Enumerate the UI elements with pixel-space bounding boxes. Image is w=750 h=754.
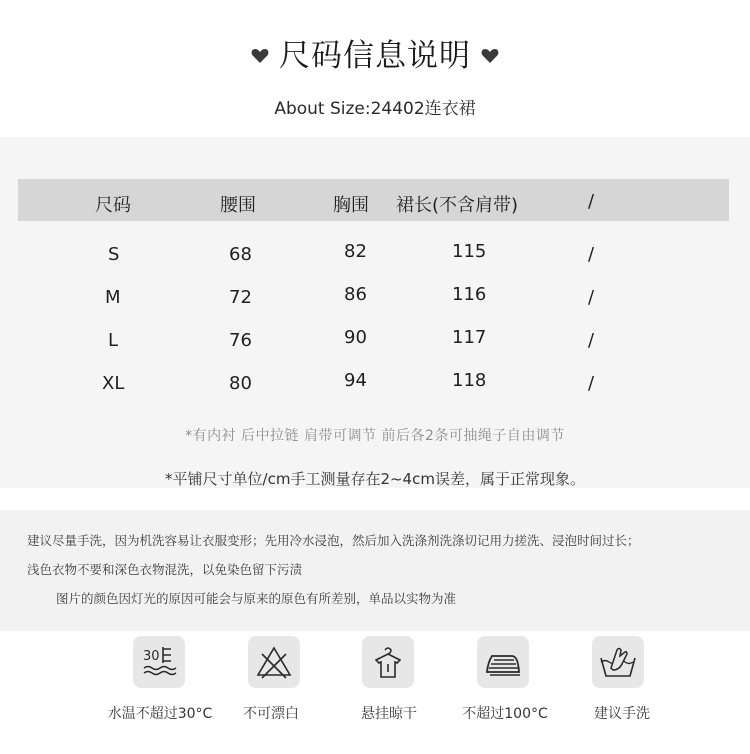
hand-wash-icon xyxy=(592,636,644,688)
cell-waist: 80 xyxy=(229,373,252,394)
no-bleach-icon xyxy=(248,636,300,688)
hang-dry-icon xyxy=(362,636,414,688)
cell-extra: / xyxy=(588,330,595,351)
features-note: *有内衬 后中拉链 肩带可调节 前后各2条可抽绳子自由调节 xyxy=(185,428,565,444)
heart-icon xyxy=(251,48,269,64)
header xyxy=(0,0,750,137)
measure-note: *平铺尺寸单位/cm手工测量存在2~4cm误差，属于正常现象。 xyxy=(165,470,585,488)
cell-bust: 86 xyxy=(344,284,367,305)
iron-icon xyxy=(477,636,529,688)
cell-extra: / xyxy=(588,373,595,394)
cell-size: M xyxy=(105,287,121,308)
title-text: 尺码信息说明 xyxy=(279,38,471,74)
page-subtitle: About Size:24402连衣裙 xyxy=(274,99,476,119)
care-label: 水温不超过30°C xyxy=(107,706,213,722)
cell-waist: 68 xyxy=(229,244,252,265)
header-waist: 腰围 xyxy=(220,195,256,216)
color-disclaimer: 图片的颜色因灯光的原因可能会与原来的原色有所差别，单品以实物为准 xyxy=(56,591,457,606)
cell-waist: 76 xyxy=(229,330,252,351)
cell-length: 115 xyxy=(452,241,487,262)
water-temp-30-icon-graphic xyxy=(138,641,180,683)
header-length: 裙长(不含肩带) xyxy=(396,195,519,216)
care-label: 不可漂白 xyxy=(243,706,299,722)
care-text-line: 浅色衣物不要和深色衣物混洗，以免染色留下污渍 xyxy=(27,562,303,577)
cell-length: 117 xyxy=(452,327,487,348)
water-temp-30-icon xyxy=(133,636,185,688)
header-bust: 胸围 xyxy=(333,195,369,216)
cell-bust: 82 xyxy=(344,241,367,262)
header-extra: / xyxy=(588,191,595,212)
care-label: 不超过100°C xyxy=(462,706,548,722)
cell-waist: 72 xyxy=(229,287,252,308)
cell-length: 118 xyxy=(452,370,487,391)
temp-badge: 30 xyxy=(143,649,160,664)
care-label: 悬挂晾干 xyxy=(361,706,417,722)
cell-bust: 90 xyxy=(344,327,367,348)
cell-size: XL xyxy=(102,373,125,394)
heart-icon xyxy=(481,48,499,64)
care-text-line: 建议尽量手洗，因为机洗容易让衣服变形；先用冷水浸泡，然后加入洗涤剂洗涤切记用力搓洗、浸泡时间过长； xyxy=(27,533,640,548)
cell-bust: 94 xyxy=(344,370,367,391)
page-title xyxy=(0,30,750,75)
cell-size: L xyxy=(108,330,119,351)
header-size: 尺码 xyxy=(95,195,131,216)
cell-extra: / xyxy=(588,244,595,265)
cell-size: S xyxy=(108,244,120,265)
cell-extra: / xyxy=(588,287,595,308)
cell-length: 116 xyxy=(452,284,487,305)
care-label: 建议手洗 xyxy=(594,706,650,722)
